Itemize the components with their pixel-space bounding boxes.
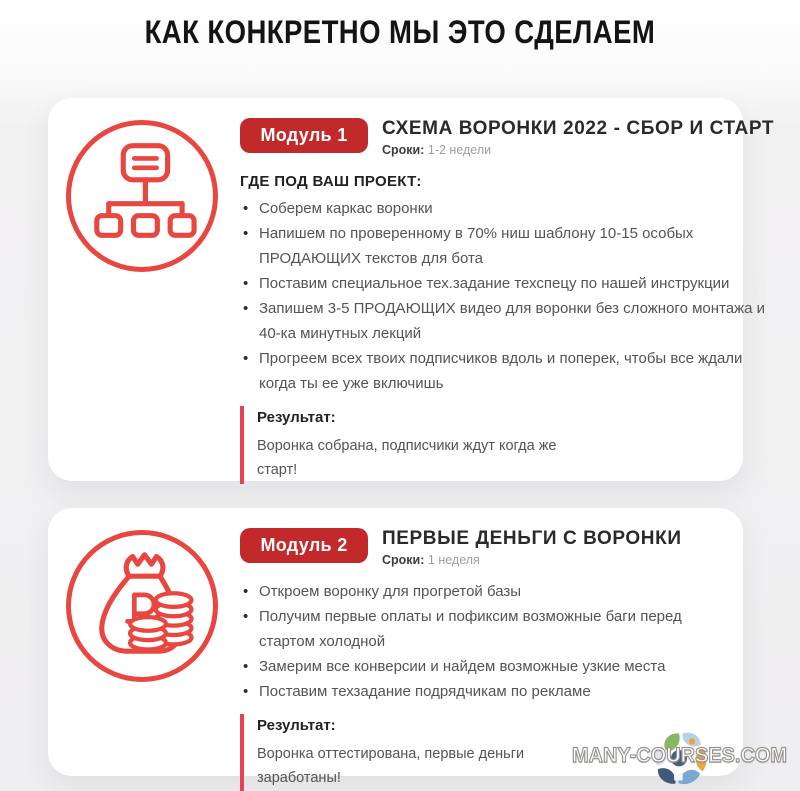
result-text: Воронка оттестирована, первые деньги заработаны! [257, 746, 525, 786]
module-2-header [240, 528, 717, 567]
module-1-subheading: ГДЕ ПОД ВАШ ПРОЕКТ: [240, 173, 422, 190]
module-1-content [240, 98, 800, 481]
list-item: • Прогреем всех твоих подписчиков вдоль и поперек, чтобы все ждали когда ты ее уже включишь [240, 346, 774, 396]
list-item: • Получим первые оплаты и пофиксим возможные баги перед стартом холодной [240, 604, 717, 654]
list-item: • Поставим специальное тех.задание техспецу по нашей инструкции [240, 271, 774, 296]
module-2-duration: Сроки: 1 неделя [382, 553, 480, 567]
module-1-duration: Сроки: 1-2 недели [382, 143, 492, 157]
watermark [572, 726, 798, 790]
watermark-text: MANY-COURSES.COM [572, 744, 788, 767]
list-item: • Запишем 3-5 ПРОДАЮЩИХ видео для воронки без сложного монтажа и 40-ка минутных лекций [240, 296, 774, 346]
module-2-icon-column [48, 508, 240, 776]
module-1-card [48, 98, 775, 481]
list-item: • Напишем по проверенному в 70% ниш шаблону 10-15 особых ПРОДАЮЩИХ текстов для бота [240, 221, 774, 271]
list-item: • Замерим все конверсии и найдем возможные узкие места [240, 654, 717, 679]
module-1-bullet-list [240, 196, 774, 396]
module-1-title: СХЕМА ВОРОНКИ 2022 - СБОР И СТАРТ [382, 118, 775, 139]
result-label: Результат: [257, 717, 336, 734]
list-item: • Соберем каркас воронки [240, 196, 774, 221]
list-item: • Откроем воронку для прогретой базы [240, 579, 717, 604]
flowchart-icon [66, 120, 218, 272]
module-2-bullet-list [240, 579, 717, 704]
module-1-icon-column [48, 98, 240, 481]
result-text: Воронка собрана, подписчики ждут когда же старт! [257, 438, 557, 478]
module-1-result-block [240, 406, 774, 484]
module-1-header [240, 118, 774, 157]
module-2-badge: Модуль 2 [240, 528, 368, 563]
money-bag-icon [66, 530, 218, 682]
module-1-badge: Модуль 1 [240, 118, 368, 153]
page-title: КАК КОНКРЕТНО МЫ ЭТО СДЕЛАЕМ [144, 14, 656, 50]
list-item: • Поставим техзадание подрядчикам по рекламе [240, 679, 717, 704]
result-label: Результат: [257, 409, 336, 426]
module-2-title: ПЕРВЫЕ ДЕНЬГИ С ВОРОНКИ [382, 528, 682, 549]
